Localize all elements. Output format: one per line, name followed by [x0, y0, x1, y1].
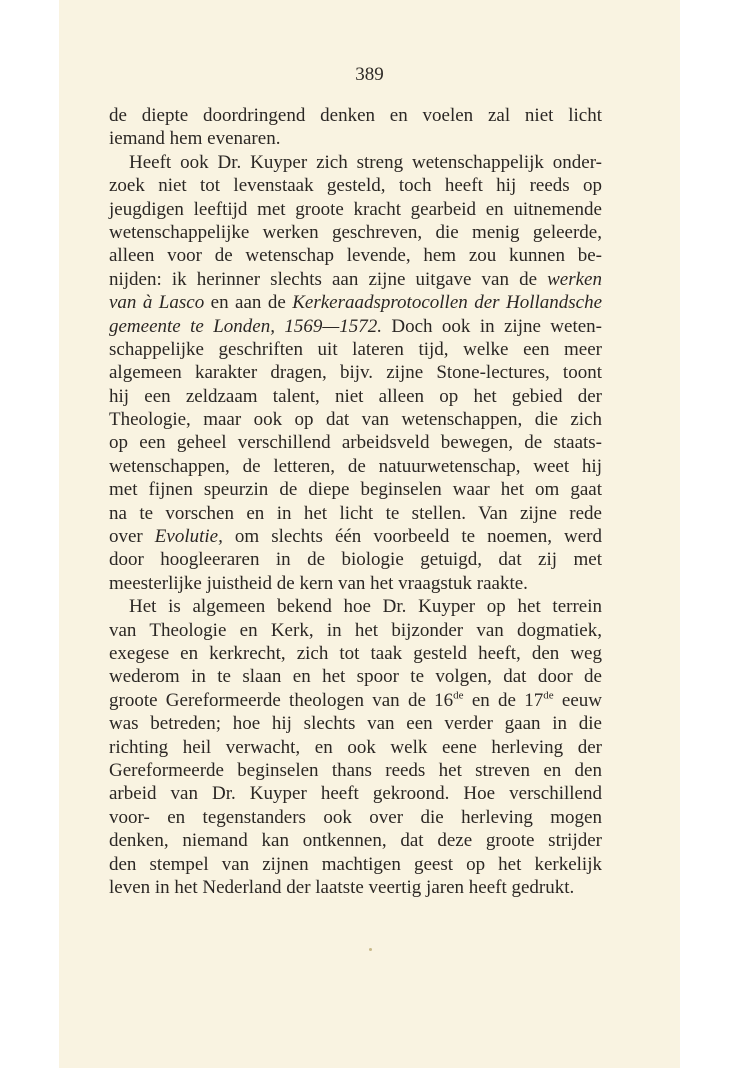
text-line: Gereformeerde beginselen thans reeds het streven en den: [109, 759, 602, 781]
text-line: na te vorschen en in het licht te stellen. Van zijne rede: [109, 502, 602, 524]
text-line: leven in het Nederland der laatste veertig jaren heeft gedrukt.: [109, 876, 575, 898]
text-line: Heeft ook Dr. Kuyper zich streng wetenschappelijk onder-: [129, 151, 602, 173]
text-line: nijden: ik herinner slechts aan zijne uitgave van de werken: [109, 268, 602, 290]
italic-title: gemeente te Londen, 1569—1572.: [109, 315, 382, 337]
text-line: schappelijke geschriften uit lateren tijd, welke een meer: [109, 338, 602, 360]
text-line: arbeid van Dr. Kuyper heeft gekroond. Hoe verschillend: [109, 783, 602, 805]
text-line: meesterlijke juistheid de kern van het vraagstuk raakte.: [109, 572, 528, 594]
book-page: [59, 0, 680, 1068]
text-line: wetenschappelijke werken geschreven, die menig geleerde,: [109, 221, 602, 243]
text-line: was betreden; hoe hij slechts van een verder gaan in die: [109, 713, 602, 735]
text-line: van Theologie en Kerk, in het bijzonder van dogmatiek,: [109, 619, 602, 641]
superscript: de: [453, 689, 464, 702]
text-line: exegese en kerkrecht, zich tot taak gesteld heeft, den weg: [109, 642, 602, 664]
text-line: hij een zeldzaam talent, niet alleen op het gebied der: [109, 385, 602, 407]
text-line: Theologie, maar ook op dat van wetenschappen, die zich: [109, 409, 602, 431]
text-line: zoek niet tot levenstaak gesteld, toch heeft hij reeds op: [109, 175, 602, 197]
text-line: van à Lasco en aan de Kerkeraadsprotocollen der Hollandsche: [109, 292, 603, 314]
italic-title: van à Lasco: [109, 292, 205, 314]
superscript: de: [543, 689, 554, 702]
text-line: den stempel van zijnen machtigen geest op het kerkelijk: [109, 853, 602, 875]
text-line: met fijnen speurzin de diepe beginselen waar het om gaat: [109, 479, 602, 501]
text-line: door hoogleeraren in de biologie getuigd, dat zij met: [109, 549, 602, 571]
text-line: gemeente te Londen, 1569—1572. Doch ook in zijne weten-: [109, 315, 602, 337]
text-line: algemeen karakter dragen, bijv. zijne Stone-lectures, toont: [109, 362, 602, 384]
italic-title: Kerkeraadsprotocollen der Hollandsche: [292, 292, 603, 314]
text-line: alleen voor de wetenschap levende, hem zou kunnen be-: [109, 245, 602, 267]
text-line: groote Gereformeerde theologen van de 16de en de 17de eeuw: [109, 689, 602, 711]
printer-mark: [369, 948, 372, 951]
text-line: wederom in te slaan en het spoor te volgen, dat door de: [109, 666, 602, 688]
page-number: 389: [355, 64, 384, 85]
text-line: over Evolutie, om slechts één voorbeeld te noemen, werd: [109, 526, 602, 548]
text-line: iemand hem evenaren.: [109, 128, 281, 150]
text-line: denken, niemand kan ontkennen, dat deze groote strijder: [109, 830, 602, 852]
italic-title: Evolutie,: [154, 526, 223, 548]
text-line: Het is algemeen bekend hoe Dr. Kuyper op het terrein: [129, 596, 602, 618]
text-line: wetenschappen, de letteren, de natuurwetenschap, weet hij: [109, 455, 602, 477]
body-text: [109, 104, 602, 899]
italic-title: werken: [547, 268, 602, 290]
text-line: voor- en tegenstanders ook over die herleving mogen: [109, 806, 602, 828]
text-line: jeugdigen leeftijd met groote kracht gearbeid en uitnemende: [109, 198, 602, 220]
text-line: de diepte doordringend denken en voelen zal niet licht: [109, 105, 602, 126]
text-line: richting heil verwacht, en ook welk eene herleving der: [109, 736, 602, 758]
text-line: op een geheel verschillend arbeidsveld bewegen, de staats-: [109, 432, 602, 454]
